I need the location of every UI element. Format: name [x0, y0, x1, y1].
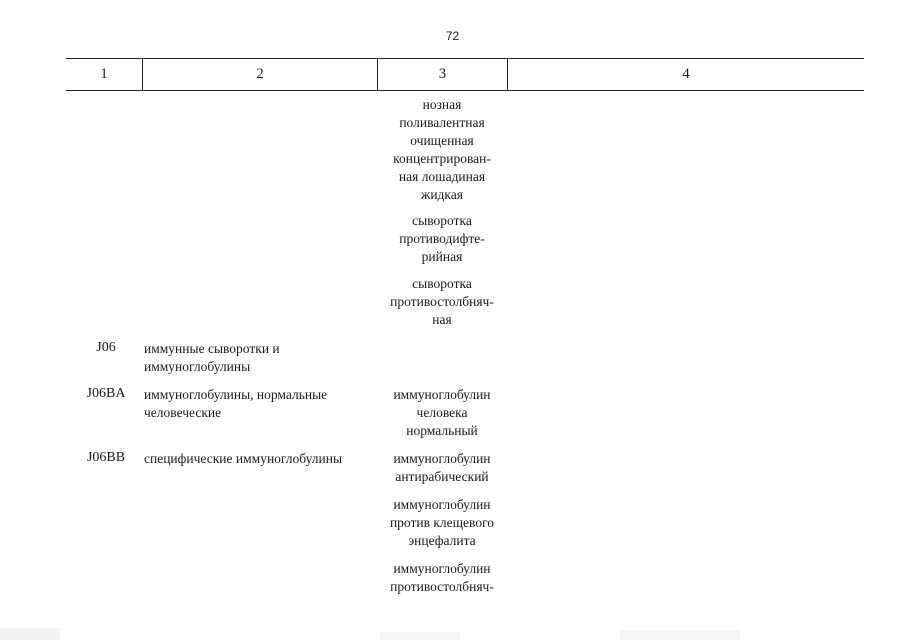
- drug-name-anti-tick-encephalitis: иммуноглобулин против клещевого энцефалита: [389, 497, 495, 548]
- group-name: иммунные сыворотки и иммуноглобулины: [144, 341, 280, 374]
- header-col-2: 2: [256, 66, 264, 82]
- table-header: [66, 58, 864, 91]
- drug-name-antirabies: иммуноглобулин антирабический: [393, 451, 491, 484]
- drug-name-antitetanus-immunoglobulin: иммуноглобулин противостолбняч-: [390, 561, 494, 594]
- group-name: специфические иммуноглобулины: [144, 451, 343, 466]
- atc-code: J06: [96, 340, 116, 355]
- header-col-3: 3: [438, 66, 447, 82]
- atc-code: J06BA: [86, 386, 126, 401]
- scan-noise: [380, 632, 460, 640]
- drug-name-antidiphtheria: сыворотка противодифте- рийная: [399, 213, 485, 264]
- drug-name-normal-immunoglobulin: иммуноглобулин человека нормальный: [393, 387, 491, 438]
- drug-name-continuation: нозная поливалентная очищенная концентрирован- ная лошадиная жидкая: [393, 97, 491, 202]
- drug-name-antitetanus-serum: сыворотка противостолбняч- ная: [390, 276, 494, 327]
- page-number: 72: [445, 29, 460, 43]
- header-col-1: 1: [100, 66, 108, 82]
- scan-noise: [0, 628, 60, 640]
- header-col-4: 4: [682, 66, 690, 82]
- scan-noise: [620, 630, 740, 640]
- atc-code: J06BB: [86, 450, 126, 465]
- group-name: иммуноглобулины, нормальные человеческие: [144, 387, 328, 420]
